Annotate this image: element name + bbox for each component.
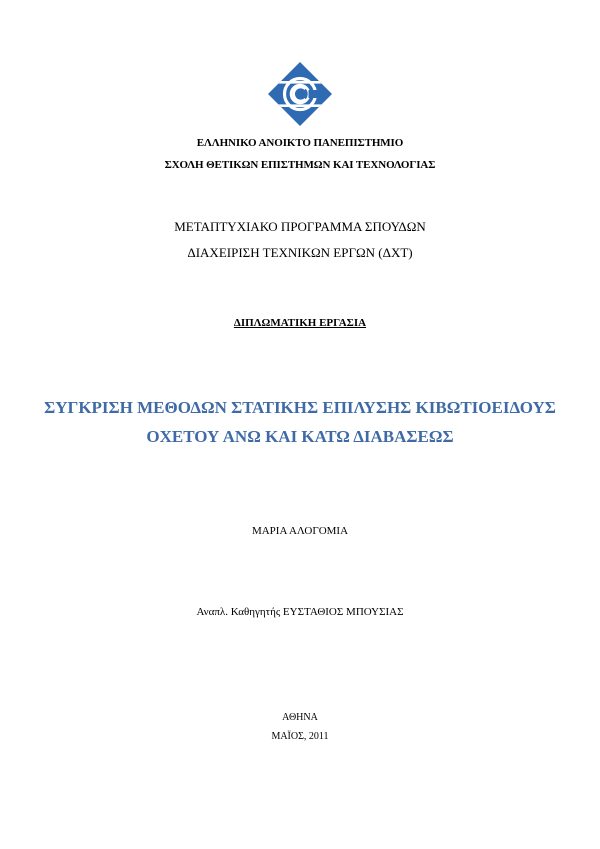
program-title: ΜΕΤΑΠΤΥΧΙΑΚΟ ΠΡΟΓΡΑΜΜΑ ΣΠΟΥΔΩΝ [174, 219, 426, 234]
program-subtitle: ΔΙΑΧΕΙΡΙΣΗ ΤΕΧΝΙΚΩΝ ΕΡΓΩΝ (ΔΧΤ) [187, 245, 413, 260]
supervisor: Αναπλ. Καθηγητής ΕΥΣΤΑΘΙΟΣ ΜΠΟΥΣΙΑΣ [196, 606, 404, 618]
university-name: ΕΛΛΗΝΙΚΟ ΑΝΟΙΚΤΟ ΠΑΝΕΠΙΣΤΗΜΙΟ [196, 137, 404, 149]
author-name: ΜΑΡΙΑ ΑΛΟΓΟΜΙΑ [251, 525, 349, 537]
document-type: ΔΙΠΛΩΜΑΤΙΚΗ ΕΡΓΑΣΙΑ [233, 317, 367, 329]
school-name: ΣΧΟΛΗ ΘΕΤΙΚΩΝ ΕΠΙΣΤΗΜΩΝ ΚΑΙ ΤΕΧΝΟΛΟΓΙΑΣ [164, 159, 436, 171]
thesis-title-line-1: ΣΥΓΚΡΙΣΗ ΜΕΘΟΔΩΝ ΣΤΑΤΙΚΗΣ ΕΠΙΛΥΣΗΣ ΚΙΒΩΤΙΟΕΙΔΟΥΣ [44, 398, 556, 417]
university-logo-icon [268, 62, 332, 126]
date: ΜΑΪΟΣ, 2011 [271, 731, 329, 742]
city: ΑΘΗΝΑ [282, 712, 318, 723]
thesis-title-line-2: ΟΧΕΤΟΥ ΑΝΩ ΚΑΙ ΚΑΤΩ ΔΙΑΒΑΣΕΩΣ [146, 427, 454, 446]
